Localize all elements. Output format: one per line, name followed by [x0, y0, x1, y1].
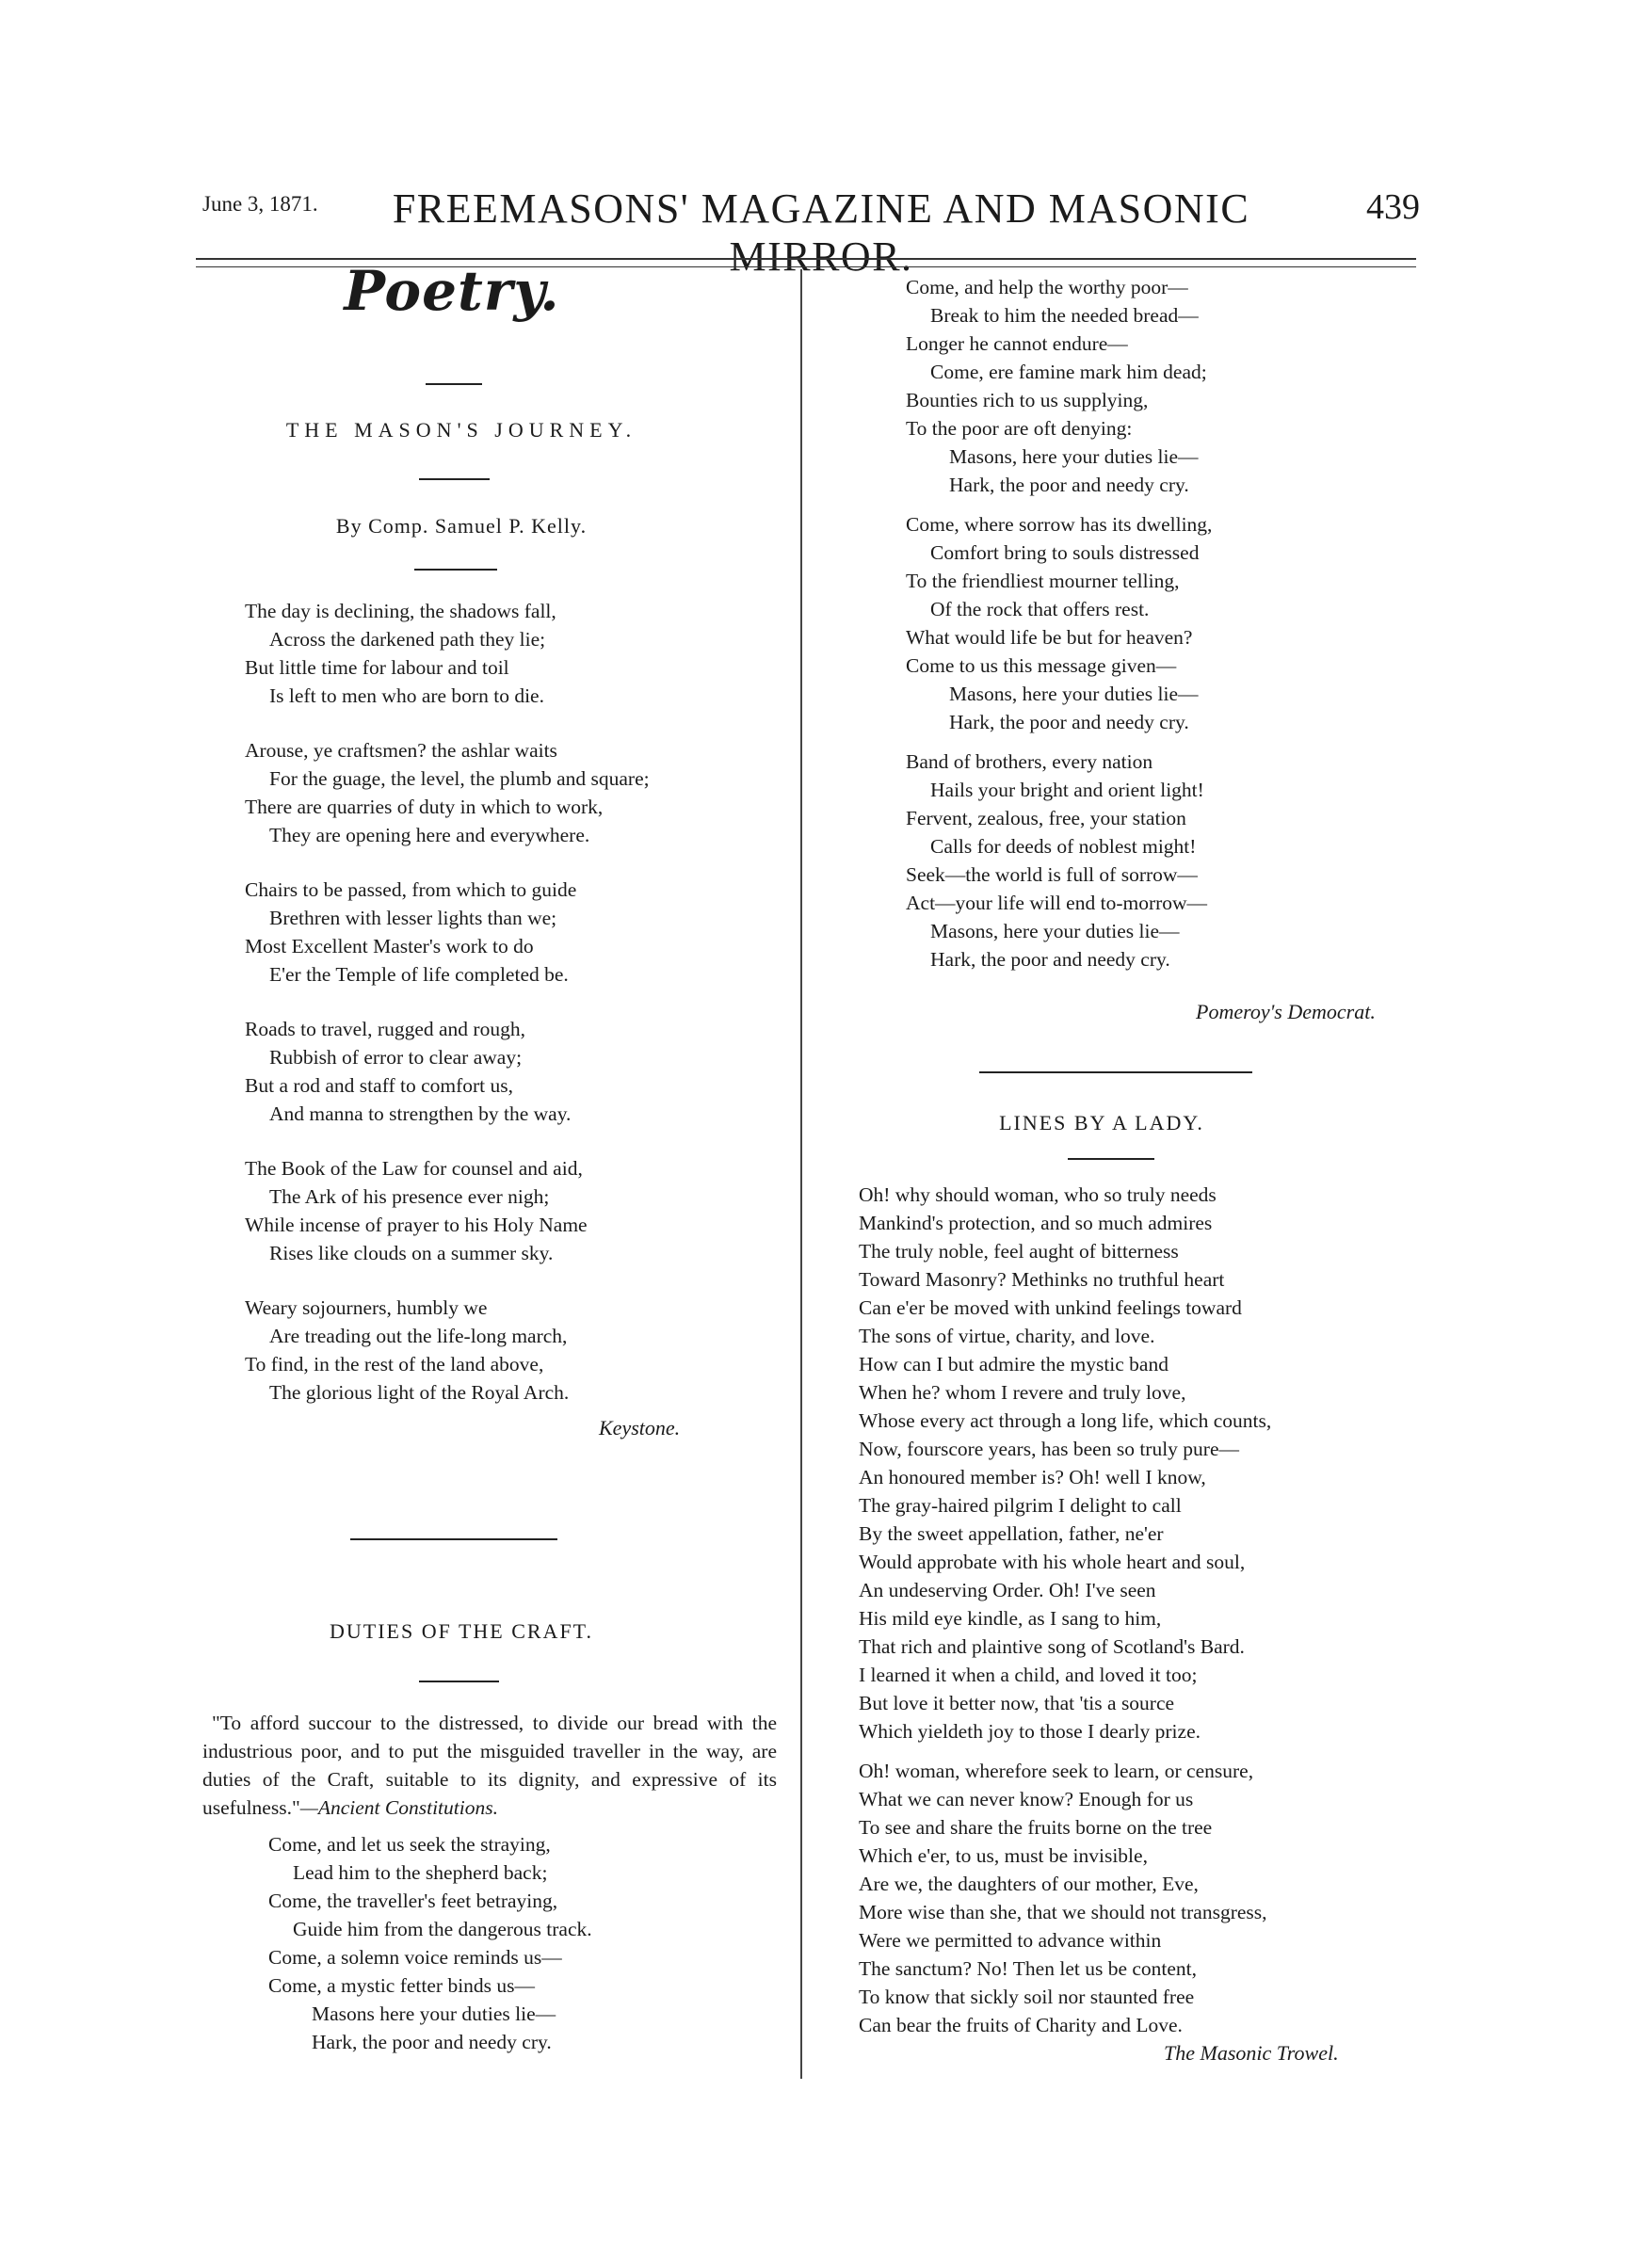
poem-line: Are treading out the life-long march,: [269, 1325, 568, 1347]
poem-line: Mankind's protection, and so much admires: [859, 1212, 1213, 1234]
poem1-stanza: [245, 736, 687, 849]
poem-line: To know that sickly soil nor staunted free: [859, 1986, 1195, 2008]
rule-before-duties: [350, 1538, 557, 1540]
poem-line: Are we, the daughters of our mother, Eve,: [859, 1873, 1199, 1895]
poem2-stanza-2: [906, 273, 1377, 499]
poem-line: Oh! why should woman, who so truly needs: [859, 1183, 1217, 1206]
poem1-body: [245, 597, 687, 1407]
poem-line: Can bear the fruits of Charity and Love.: [859, 2014, 1183, 2036]
poem-line: Which yieldeth joy to those I dearly prize.: [859, 1720, 1201, 1743]
poem-line: Break to him the needed bread—: [930, 304, 1199, 327]
column-divider: [800, 269, 802, 2079]
poem-line: To see and share the fruits borne on the tree: [859, 1816, 1213, 1839]
poem3-source: The Masonic Trowel.: [1164, 2041, 1339, 2065]
poem-line: Rubbish of error to clear away;: [269, 1046, 523, 1069]
poem2-stanza-3: [906, 510, 1377, 736]
poem-line: Hark, the poor and needy cry.: [949, 711, 1189, 733]
poem-line: To the friendliest mourner telling,: [906, 570, 1180, 592]
poem-line: Seek—the world is full of sorrow—: [906, 863, 1198, 886]
poem-line: To the poor are oft denying:: [906, 417, 1133, 440]
poem-line: But little time for labour and toil: [245, 656, 509, 679]
poem-line: Hails your bright and orient light!: [930, 779, 1204, 801]
rule-under-poem2-title: [419, 1681, 499, 1682]
poem-line: And manna to strengthen by the way.: [269, 1102, 572, 1125]
poem1-stanza: [245, 1154, 687, 1267]
poem-line: Masons, here your duties lie—: [930, 920, 1180, 942]
section-title-poetry: Poetry.: [344, 259, 560, 323]
poem-line: That rich and plaintive song of Scotland's Bard.: [859, 1635, 1245, 1658]
poem-line: I learned it when a child, and loved it too;: [859, 1664, 1198, 1686]
poem-line: Come, where sorrow has its dwelling,: [906, 513, 1213, 536]
poem-line: The glorious light of the Royal Arch.: [269, 1381, 570, 1404]
poem-line: E'er the Temple of life completed be.: [269, 963, 569, 986]
poem-line: Come, and let us seek the straying,: [268, 1833, 551, 1856]
poem-line: Calls for deeds of noblest might!: [930, 835, 1197, 858]
poem-line: When he? whom I revere and truly love,: [859, 1381, 1186, 1404]
poem-line: Can e'er be moved with unkind feelings toward: [859, 1296, 1242, 1319]
poem-line: Bounties rich to us supplying,: [906, 389, 1149, 411]
poem-line: More wise than she, that we should not transgress,: [859, 1901, 1267, 1923]
poem-line: Hark, the poor and needy cry.: [949, 474, 1189, 496]
poem3-stanza-1: [859, 1181, 1386, 1745]
poem-line: Roads to travel, rugged and rough,: [245, 1018, 525, 1040]
poem1-source: Keystone.: [599, 1416, 681, 1440]
poem-line: To find, in the rest of the land above,: [245, 1353, 544, 1375]
poem1-stanza: [245, 1294, 687, 1407]
poem-line: Come, the traveller's feet betraying,: [268, 1890, 558, 1912]
poem-line: The sanctum? No! Then let us be content,: [859, 1957, 1198, 1980]
poem-line: But love it better now, that 'tis a source: [859, 1692, 1175, 1714]
poem-line: Fervent, zealous, free, your station: [906, 807, 1186, 829]
poem2-stanza-1: [268, 1830, 692, 2056]
poem2-continued: [906, 273, 1377, 973]
poem-line: Act—your life will end to-morrow—: [906, 892, 1208, 914]
poem-line: Band of brothers, every nation: [906, 750, 1153, 773]
poem-line: What we can never know? Enough for us: [859, 1788, 1194, 1810]
poem-line: Brethren with lesser lights than we;: [269, 907, 557, 929]
poem-line: Hark, the poor and needy cry.: [312, 2031, 552, 2053]
epigraph-text: "To afford succour to the distressed, to divide our bread with the industrious poor, and to put the misguided traveller in the way, are duties of the Craft, suitable to its dignity, and expressive of its usefulness.": [202, 1712, 777, 1819]
poem-line: An honoured member is? Oh! well I know,: [859, 1466, 1206, 1488]
poem-line: Oh! woman, wherefore seek to learn, or censure,: [859, 1760, 1254, 1782]
poem-line: There are quarries of duty in which to work,: [245, 796, 604, 818]
poem3-body: [859, 1181, 1386, 2039]
poem-line: Hark, the poor and needy cry.: [930, 948, 1170, 971]
poem-line: What would life be but for heaven?: [906, 626, 1193, 649]
poem-line: Lead him to the shepherd back;: [293, 1861, 548, 1884]
poem-line: Whose every act through a long life, which counts,: [859, 1409, 1272, 1432]
poem-line: How can I but admire the mystic band: [859, 1353, 1169, 1375]
magazine-title: FREEMASONS' MAGAZINE AND MASONIC MIRROR.: [392, 185, 1250, 280]
poem1-stanza: [245, 597, 687, 710]
poem-line: Come, and help the worthy poor—: [906, 276, 1188, 298]
rule-before-lines-by-a-lady: [979, 1071, 1252, 1073]
poem2-source: Pomeroy's Democrat.: [1196, 1000, 1376, 1023]
poem-line: The gray-haired pilgrim I delight to call: [859, 1494, 1182, 1517]
poem-line: Come, a mystic fetter binds us—: [268, 1974, 536, 1997]
poem-line: Come, ere famine mark him dead;: [930, 361, 1207, 383]
poem-line: Is left to men who are born to die.: [269, 684, 544, 707]
poem-line: Masons here your duties lie—: [312, 2003, 556, 2025]
poem1-stanza: [245, 1015, 687, 1128]
poem-line: The Ark of his presence ever nigh;: [269, 1185, 550, 1208]
poem-line: Would approbate with his whole heart and soul,: [859, 1551, 1246, 1573]
poem-line: Now, fourscore years, has been so truly pure—: [859, 1438, 1239, 1460]
poem-line: Come to us this message given—: [906, 654, 1177, 677]
poem2-epigraph: [202, 1709, 777, 1822]
poem-line: Were we permitted to advance within: [859, 1929, 1162, 1952]
poem-line: The sons of virtue, charity, and love.: [859, 1325, 1155, 1347]
poem-line: Masons, here your duties lie—: [949, 445, 1199, 468]
poem-line: Rises like clouds on a summer sky.: [269, 1242, 554, 1264]
poem-line: Arouse, ye craftsmen? the ashlar waits: [245, 739, 557, 762]
poem-line: Of the rock that offers rest.: [930, 598, 1150, 620]
poem-line: Which e'er, to us, must be invisible,: [859, 1844, 1148, 1867]
rule-under-poem3-title: [1068, 1158, 1154, 1160]
poem-line: Comfort bring to souls distressed: [930, 541, 1200, 564]
poem-line: By the sweet appellation, father, ne'er: [859, 1522, 1164, 1545]
poem-line: The truly noble, feel aught of bitterness: [859, 1240, 1179, 1263]
poem3-stanza-2: [859, 1757, 1386, 2039]
page-number: 439: [1366, 187, 1420, 227]
rule-under-section-title: [426, 383, 482, 385]
poem-line: The day is declining, the shadows fall,: [245, 600, 556, 622]
poem2-title: DUTIES OF THE CRAFT.: [330, 1619, 593, 1643]
poem-line: His mild eye kindle, as I sang to him,: [859, 1607, 1162, 1630]
poem-line: Masons, here your duties lie—: [949, 683, 1199, 705]
poem1-byline: By Comp. Samuel P. Kelly.: [335, 514, 588, 538]
poem-line: They are opening here and everywhere.: [269, 824, 590, 846]
poem-line: Toward Masonry? Methinks no truthful heart: [859, 1268, 1225, 1291]
poem-line: Most Excellent Master's work to do: [245, 935, 534, 957]
poem3-title: LINES BY A LADY.: [999, 1111, 1204, 1134]
poem1-stanza: [245, 876, 687, 989]
poem-line: Weary sojourners, humbly we: [245, 1296, 488, 1319]
poem-line: Across the darkened path they lie;: [269, 628, 546, 651]
rule-under-byline: [414, 569, 497, 571]
poem-line: Come, a solemn voice reminds us—: [268, 1946, 562, 1969]
poem-line: The Book of the Law for counsel and aid,: [245, 1157, 583, 1180]
header-date: June 3, 1871.: [202, 192, 318, 216]
poem-line: For the guage, the level, the plumb and square;: [269, 767, 650, 790]
poem-line: An undeserving Order. Oh! I've seen: [859, 1579, 1156, 1601]
poem-line: Longer he cannot endure—: [906, 332, 1128, 355]
epigraph-source: —Ancient Constitutions.: [299, 1796, 498, 1819]
rule-under-poem1-title: [419, 478, 490, 480]
poem-line: Guide him from the dangerous track.: [293, 1918, 592, 1940]
poem1-title: THE MASON'S JOURNEY.: [285, 418, 637, 442]
poem-line: But a rod and staff to comfort us,: [245, 1074, 514, 1097]
poem-line: Chairs to be passed, from which to guide: [245, 878, 577, 901]
poem2-stanza-4: [906, 748, 1377, 973]
poem-line: While incense of prayer to his Holy Name: [245, 1214, 588, 1236]
